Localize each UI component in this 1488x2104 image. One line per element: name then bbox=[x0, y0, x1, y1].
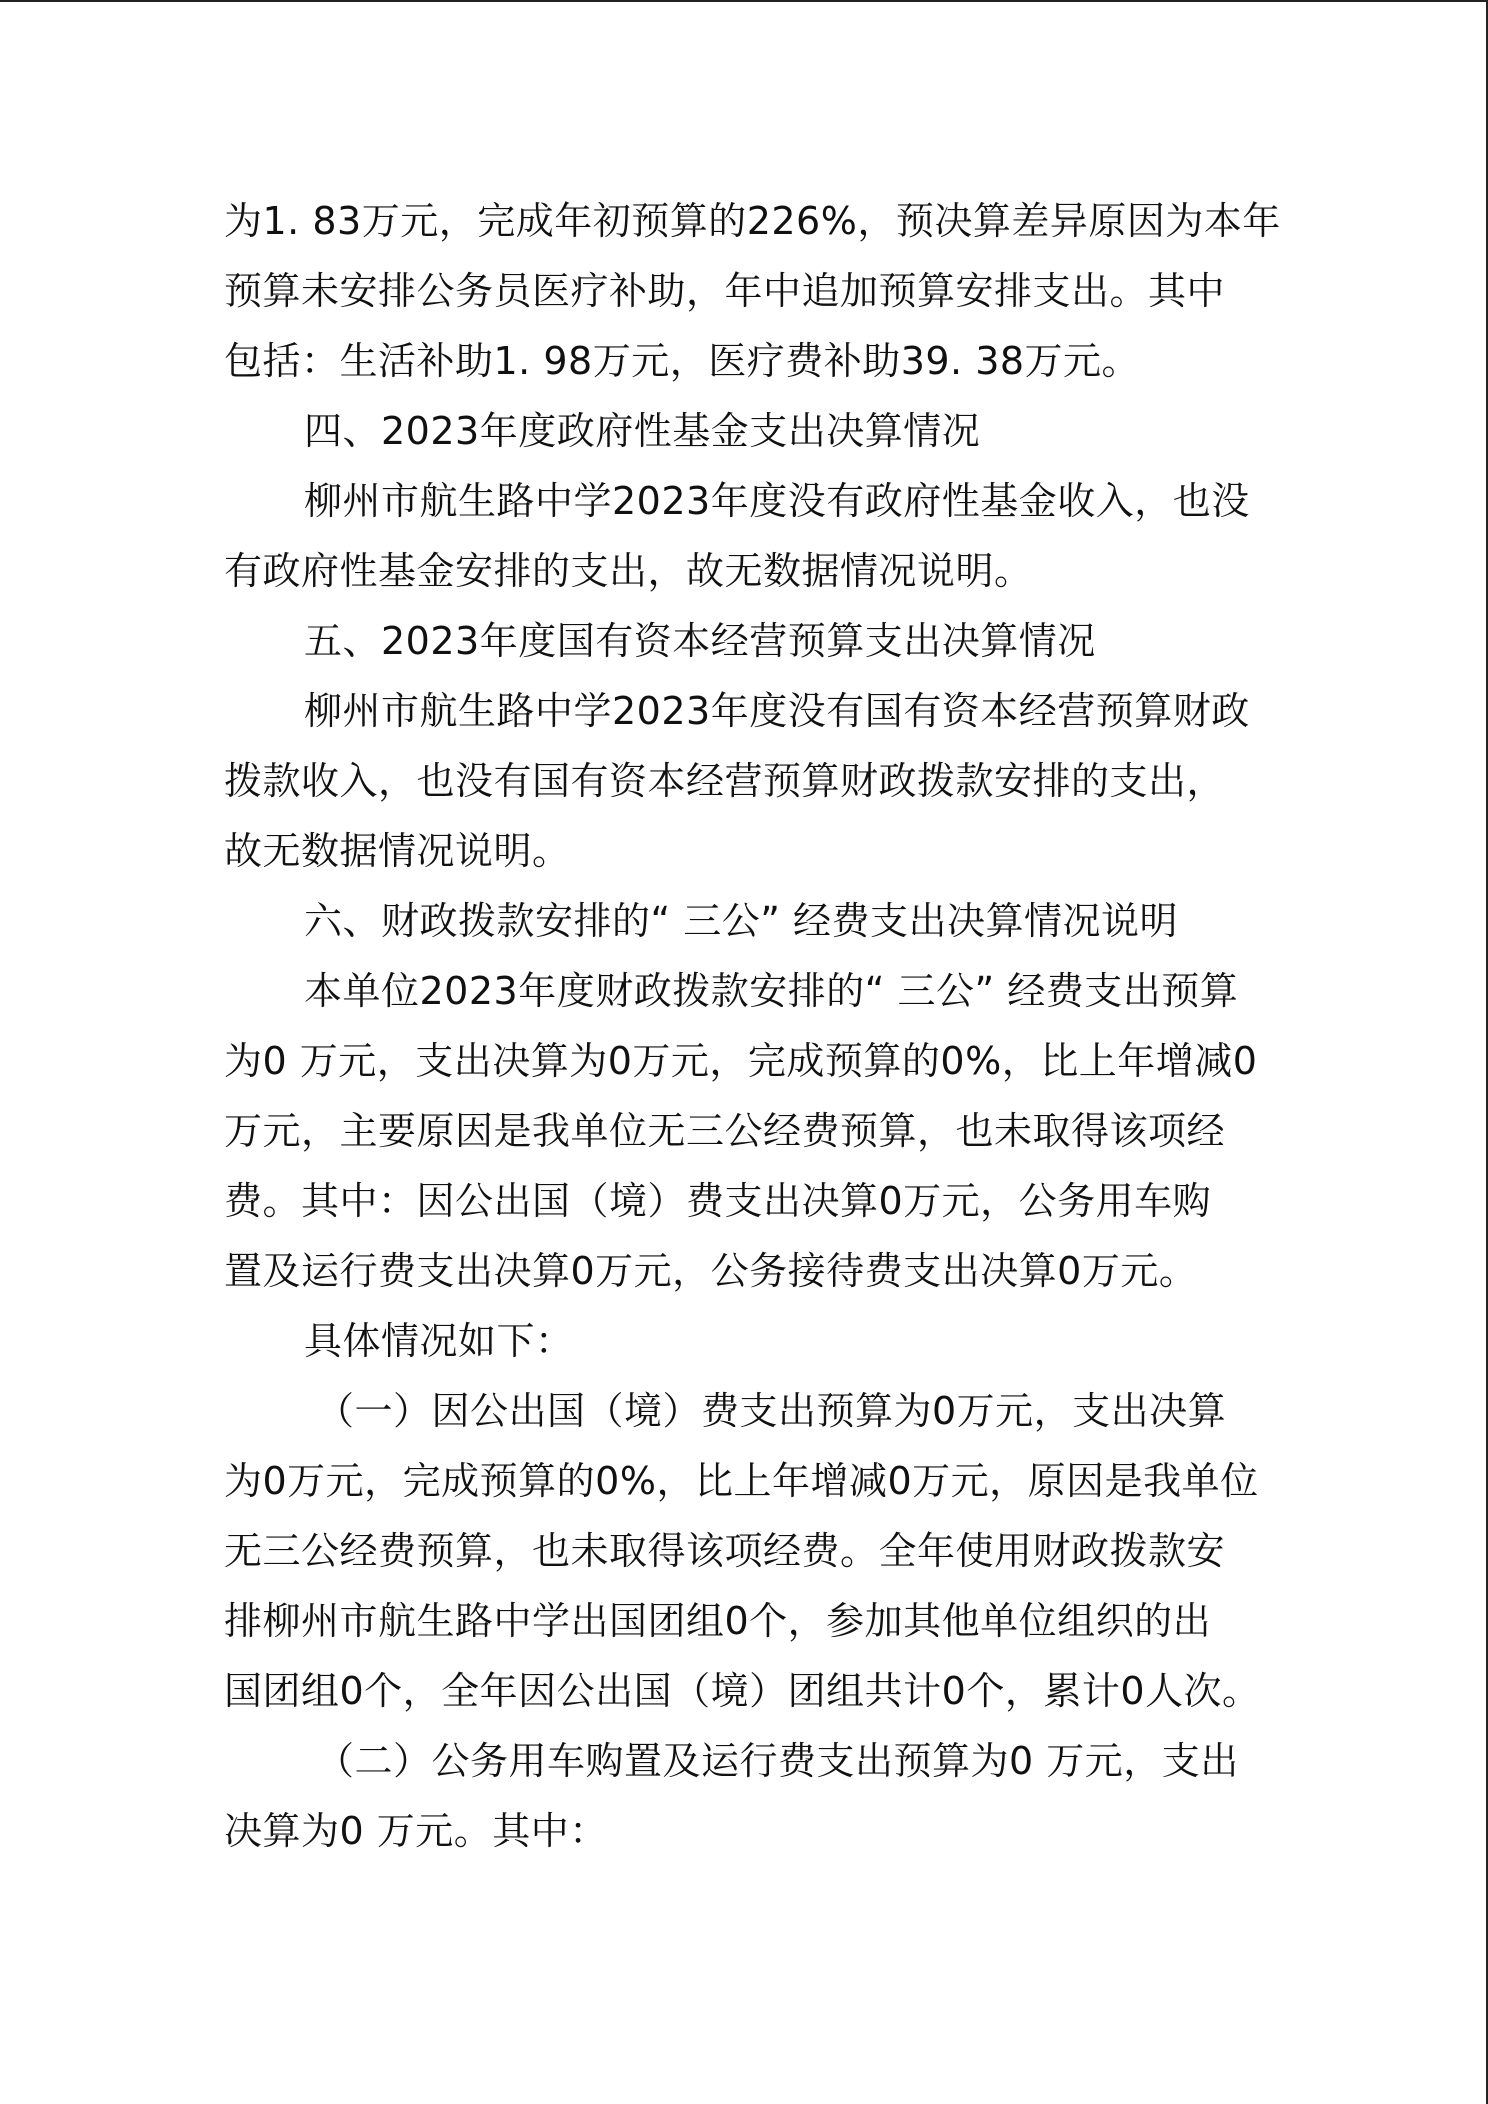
text-line: 柳州市航生路中学2023年度没有政府性基金收入，也没 bbox=[304, 479, 1250, 523]
text-line: 柳州市航生路中学2023年度没有国有资本经营预算财政 bbox=[304, 689, 1250, 733]
text-line: 为1. 83万元，完成年初预算的226%，预决算差异原因为本年 bbox=[224, 199, 1281, 243]
section-heading-6: 六、财政拨款安排的“ 三公” 经费支出决算情况说明 bbox=[304, 899, 1179, 943]
text-line: 预算未安排公务员医疗补助，年中追加预算安排支出。其中 bbox=[224, 269, 1226, 313]
text-line: 排柳州市航生路中学出国团组0个，参加其他单位组织的出 bbox=[224, 1599, 1212, 1643]
page-border-top bbox=[0, 0, 1488, 2]
text-line: 为0 万元，支出决算为0万元，完成预算的0%，比上年增减0 bbox=[224, 1039, 1258, 1083]
text-line: 置及运行费支出决算0万元，公务接待费支出决算0万元。 bbox=[224, 1249, 1198, 1293]
text-line: 国团组0个，全年因公出国（境）团组共计0个，累计0人次。 bbox=[224, 1669, 1261, 1713]
text-line: 包括：生活补助1. 98万元，医疗费补助39. 38万元。 bbox=[224, 339, 1141, 383]
text-line: 决算为0 万元。其中： bbox=[224, 1809, 608, 1853]
text-line: 万元，主要原因是我单位无三公经费预算，也未取得该项经 bbox=[224, 1109, 1226, 1153]
subsection-heading-1: （一）因公出国（境）费支出预算为0万元，支出决算 bbox=[316, 1389, 1227, 1433]
text-line: 为0万元，完成预算的0%，比上年增减0万元，原因是我单位 bbox=[224, 1459, 1259, 1503]
text-line: 无三公经费预算，也未取得该项经费。全年使用财政拨款安 bbox=[224, 1529, 1226, 1573]
text-line: 有政府性基金安排的支出，故无数据情况说明。 bbox=[224, 549, 1033, 593]
text-line: 拨款收入，也没有国有资本经营预算财政拨款安排的支出， bbox=[224, 759, 1226, 803]
subsection-heading-2: （二）公务用车购置及运行费支出预算为0 万元，支出 bbox=[316, 1739, 1239, 1783]
text-line: 具体情况如下： bbox=[304, 1319, 574, 1363]
section-heading-4: 四、2023年度政府性基金支出决算情况 bbox=[304, 409, 981, 453]
text-line: 本单位2023年度财政拨款安排的“ 三公” 经费支出预算 bbox=[304, 969, 1239, 1013]
text-line: 费。其中：因公出国（境）费支出决算0万元，公务用车购 bbox=[224, 1179, 1212, 1223]
section-heading-5: 五、2023年度国有资本经营预算支出决算情况 bbox=[304, 619, 1096, 663]
document-body bbox=[224, 186, 1281, 1866]
text-line: 故无数据情况说明。 bbox=[224, 829, 571, 873]
